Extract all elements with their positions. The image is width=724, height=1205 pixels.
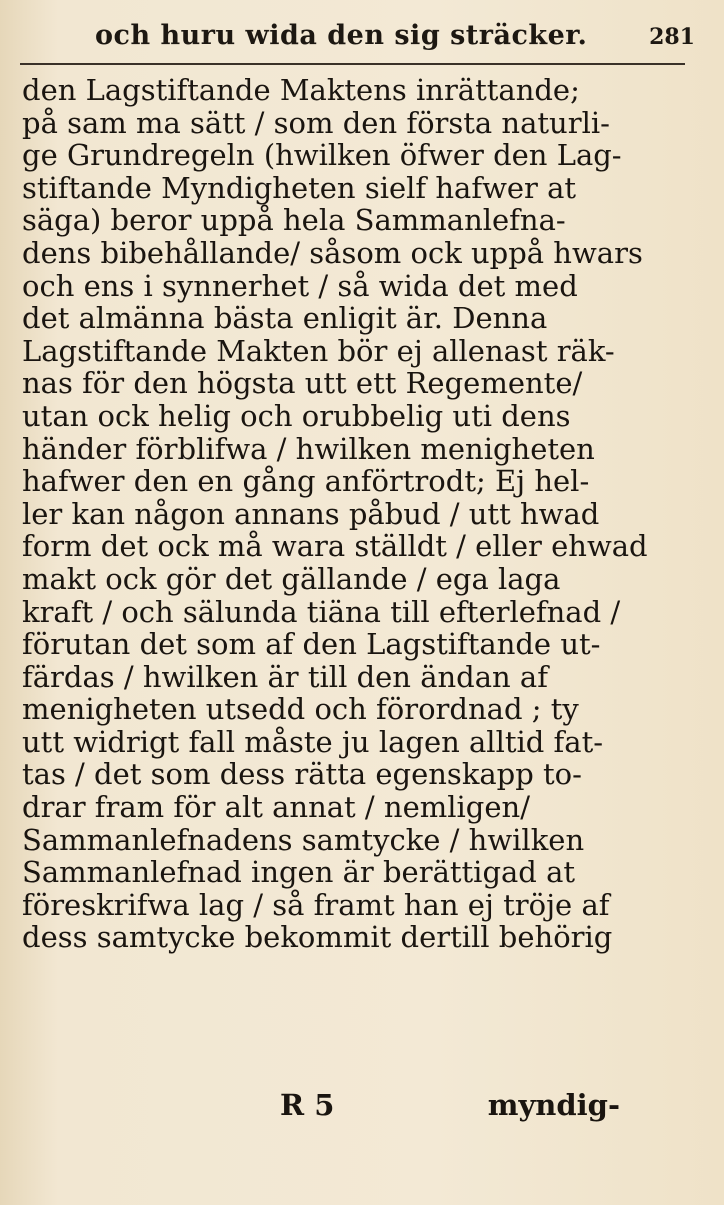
page-header — [95, 18, 695, 58]
text-line: föreskrifwa lag / så framt han ej tröje af — [22, 887, 610, 922]
body-text — [22, 74, 702, 954]
text-line: form det ock må wara ställdt / eller ehwad — [22, 529, 648, 564]
text-line: drar fram för alt annat / nemligen/ — [22, 790, 530, 825]
text-line: ler kan någon annans påbud / utt hwad — [22, 496, 600, 531]
page-footer — [280, 1088, 620, 1128]
text-line: och ens i synnerhet / så wida det med — [22, 268, 578, 303]
text-line: stiftande Myndigheten sielf hafwer at — [22, 170, 577, 205]
text-line: på sam ma sätt / som den första naturli- — [22, 105, 610, 140]
text-line: färdas / hwilken är till den ändan af — [22, 659, 548, 694]
text-line: kraft / och sälunda tiäna till efterlefnad / — [22, 594, 621, 629]
text-line: utt widrigt fall måste ju lagen alltid fat- — [22, 724, 604, 759]
text-line: dens bibehållande/ såsom ock uppå hwars — [22, 235, 643, 270]
page-number: 281 — [649, 24, 695, 50]
text-line: det almänna bästa enligit är. Denna — [22, 301, 548, 336]
text-line: händer förblifwa / hwilken menigheten — [22, 431, 595, 466]
text-line: utan ock helig och orubbelig uti dens — [22, 398, 571, 433]
text-line: nas för den högsta utt ett Regemente/ — [22, 366, 583, 401]
text-line: Sammanlefnadens samtycke / hwilken — [22, 822, 585, 857]
text-line: den Lagstiftande Maktens inrättande; — [22, 73, 580, 107]
running-head: och huru wida den sig sträcker. — [95, 20, 588, 51]
catchword: myndig- — [487, 1088, 620, 1122]
text-line: menigheten utsedd och förordnad ; ty — [22, 692, 579, 727]
text-line: Lagstiftande Makten bör ej allenast räk- — [22, 333, 615, 368]
text-line: tas / det som dess rätta egenskapp to- — [22, 757, 582, 792]
text-line: makt ock gör det gällande / ega laga — [22, 561, 561, 596]
signature-mark: R 5 — [280, 1088, 335, 1122]
header-rule — [20, 63, 685, 65]
text-line: ge Grundregeln (hwilken öfwer den Lag- — [22, 138, 622, 173]
text-line: dess samtycke bekommit dertill behörig — [22, 920, 613, 955]
text-line: förutan det som af den Lagstiftande ut- — [22, 627, 601, 662]
text-line: hafwer den en gång anförtrodt; Ej hel- — [22, 464, 590, 499]
text-line: säga) beror uppå hela Sammanlefna- — [22, 203, 566, 238]
text-line: Sammanlefnad ingen är berättigad at — [22, 855, 576, 890]
